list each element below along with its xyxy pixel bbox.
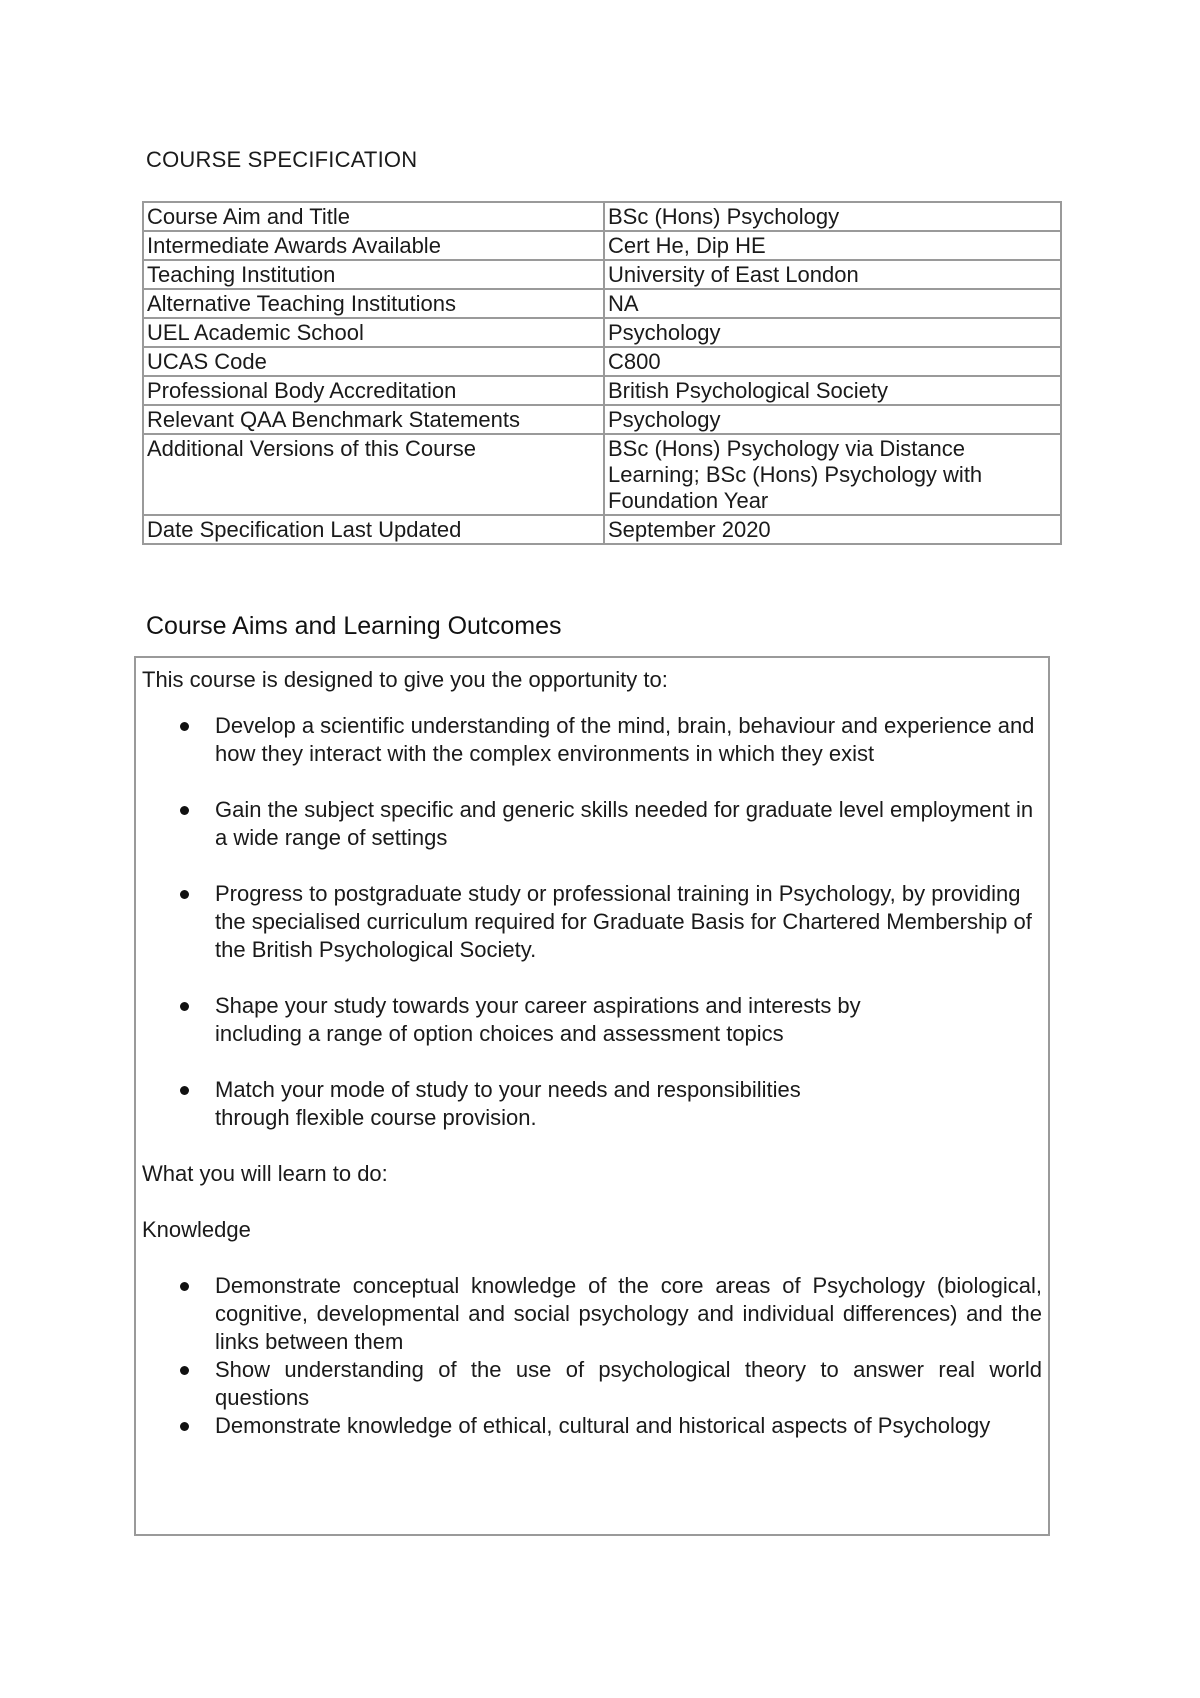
table-row: [143, 260, 1061, 289]
aim-text: Match your mode of study to your needs and responsibilities through flexible course provision.: [215, 1077, 801, 1130]
table-row: [143, 434, 1061, 515]
bullet-icon: [180, 722, 189, 731]
spec-value: September 2020: [604, 515, 1061, 544]
knowledge-text: Demonstrate conceptual knowledge of the core areas of Psychology (biological, cognitive, developmental and social psychology and individual differences) and the links between them: [215, 1273, 1042, 1354]
section-heading: Course Aims and Learning Outcomes: [146, 612, 562, 640]
bullet-icon: [180, 1282, 189, 1291]
spec-value: Psychology: [604, 318, 1061, 347]
aims-list: [142, 712, 1042, 1132]
table-row: [143, 515, 1061, 544]
list-item: [142, 880, 1042, 964]
spec-value: University of East London: [604, 260, 1061, 289]
bullet-icon: [180, 890, 189, 899]
bullet-icon: [180, 1422, 189, 1431]
spec-label: Course Aim and Title: [143, 202, 604, 231]
spec-value: NA: [604, 289, 1061, 318]
list-item: [142, 712, 1042, 768]
bullet-icon: [180, 1366, 189, 1375]
spec-label: Date Specification Last Updated: [143, 515, 604, 544]
aim-text: Progress to postgraduate study or professional training in Psychology, by providing the specialised curriculum required for Graduate Basis for Chartered Membership of the British Psychological Society.: [215, 881, 1032, 962]
list-item: [142, 1412, 1042, 1440]
list-item: [142, 1272, 1042, 1356]
spec-label: Intermediate Awards Available: [143, 231, 604, 260]
knowledge-heading: Knowledge: [142, 1217, 251, 1242]
spec-label: Alternative Teaching Institutions: [143, 289, 604, 318]
aim-text: Shape your study towards your career aspirations and interests by including a range of option choices and assessment topics: [215, 993, 861, 1046]
spec-value: BSc (Hons) Psychology via Distance Learning; BSc (Hons) Psychology with Foundation Year: [604, 434, 1061, 515]
bullet-icon: [180, 806, 189, 815]
spec-value: BSc (Hons) Psychology: [604, 202, 1061, 231]
list-item: [142, 992, 1042, 1048]
aim-text: Develop a scientific understanding of the mind, brain, behaviour and experience and how they interact with the complex environments in which they exist: [215, 713, 1035, 766]
aim-text: Gain the subject specific and generic skills needed for graduate level employment in a wide range of settings: [215, 797, 1034, 850]
spec-label: Teaching Institution: [143, 260, 604, 289]
bullet-icon: [180, 1002, 189, 1011]
table-row: [143, 347, 1061, 376]
bullet-icon: [180, 1086, 189, 1095]
table-row: [143, 376, 1061, 405]
list-item: [142, 796, 1042, 852]
spec-value: British Psychological Society: [604, 376, 1061, 405]
knowledge-list: [142, 1272, 1042, 1440]
course-spec-table: [142, 201, 1062, 545]
knowledge-text: Show understanding of the use of psychological theory to answer real world questions: [215, 1357, 1042, 1410]
document-title: COURSE SPECIFICATION: [146, 147, 418, 172]
aims-intro: This course is designed to give you the opportunity to:: [142, 667, 668, 692]
learn-intro: What you will learn to do:: [142, 1161, 388, 1186]
table-row: [143, 405, 1061, 434]
spec-label: Additional Versions of this Course: [143, 434, 604, 515]
spec-value: Psychology: [604, 405, 1061, 434]
list-item: [142, 1356, 1042, 1412]
table-row: [143, 202, 1061, 231]
spec-value: Cert He, Dip HE: [604, 231, 1061, 260]
knowledge-text: Demonstrate knowledge of ethical, cultural and historical aspects of Psychology: [215, 1413, 991, 1438]
table-row: [143, 318, 1061, 347]
spec-value: C800: [604, 347, 1061, 376]
spec-label: UCAS Code: [143, 347, 604, 376]
aims-box: [134, 656, 1050, 1536]
spec-label: UEL Academic School: [143, 318, 604, 347]
table-row: [143, 231, 1061, 260]
table-row: [143, 289, 1061, 318]
spec-label: Relevant QAA Benchmark Statements: [143, 405, 604, 434]
list-item: [142, 1076, 1042, 1132]
spec-label: Professional Body Accreditation: [143, 376, 604, 405]
